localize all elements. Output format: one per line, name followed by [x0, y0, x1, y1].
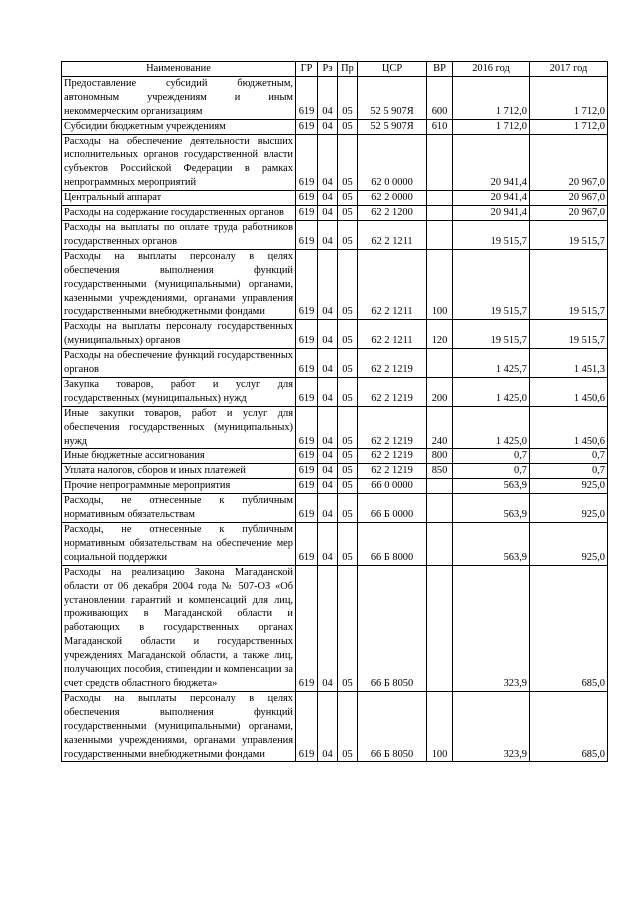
- row-csr-cell: 62 2 1211: [358, 320, 427, 349]
- row-gr-cell: 619: [296, 206, 318, 221]
- row-rz-cell: 04: [318, 464, 338, 479]
- row-2017-cell: 0,7: [530, 464, 608, 479]
- row-pr-cell: 05: [338, 523, 358, 566]
- table-row: [62, 349, 608, 378]
- row-vr-cell: 100: [427, 691, 453, 762]
- row-gr-cell: 619: [296, 349, 318, 378]
- row-vr-cell: 610: [427, 119, 453, 134]
- row-pr-cell: 05: [338, 377, 358, 406]
- table-row: [62, 320, 608, 349]
- row-2016-cell: 1 425,0: [453, 377, 530, 406]
- row-name-cell: Расходы, не отнесенные к публичным нормативным обязательствам: [62, 494, 296, 523]
- row-2016-cell: 0,7: [453, 464, 530, 479]
- table-row: [62, 191, 608, 206]
- table-row: [62, 479, 608, 494]
- row-2016-cell: 19 515,7: [453, 249, 530, 320]
- row-csr-cell: 52 5 907Я: [358, 76, 427, 119]
- row-2016-cell: 20 941,4: [453, 206, 530, 221]
- row-name-cell: Расходы на обеспечение функций государственных органов: [62, 349, 296, 378]
- row-rz-cell: 04: [318, 349, 338, 378]
- row-name-cell: Расходы на выплаты персоналу государственных (муниципальных) органов: [62, 320, 296, 349]
- row-2017-cell: 1 451,3: [530, 349, 608, 378]
- row-vr-cell: 800: [427, 449, 453, 464]
- row-2016-cell: 0,7: [453, 449, 530, 464]
- table-row: [62, 377, 608, 406]
- row-2016-cell: 1 425,0: [453, 406, 530, 449]
- row-2016-cell: 20 941,4: [453, 191, 530, 206]
- row-2016-cell: 1 425,7: [453, 349, 530, 378]
- row-pr-cell: 05: [338, 406, 358, 449]
- table-row: [62, 691, 608, 762]
- row-csr-cell: 66 Б 8050: [358, 691, 427, 762]
- row-pr-cell: 05: [338, 565, 358, 691]
- row-2016-cell: 1 712,0: [453, 119, 530, 134]
- row-pr-cell: 05: [338, 479, 358, 494]
- row-2017-cell: 685,0: [530, 565, 608, 691]
- row-2016-cell: 563,9: [453, 523, 530, 566]
- row-rz-cell: 04: [318, 320, 338, 349]
- row-gr-cell: 619: [296, 565, 318, 691]
- row-vr-cell: 850: [427, 464, 453, 479]
- row-gr-cell: 619: [296, 134, 318, 191]
- row-name-cell: Центральный аппарат: [62, 191, 296, 206]
- row-gr-cell: 619: [296, 479, 318, 494]
- budget-table: [61, 61, 608, 762]
- row-pr-cell: 05: [338, 119, 358, 134]
- row-rz-cell: 04: [318, 565, 338, 691]
- row-rz-cell: 04: [318, 377, 338, 406]
- row-vr-cell: [427, 206, 453, 221]
- row-2017-cell: 20 967,0: [530, 206, 608, 221]
- row-gr-cell: 619: [296, 691, 318, 762]
- row-name-cell: Субсидии бюджетным учреждениям: [62, 119, 296, 134]
- row-csr-cell: 62 2 1219: [358, 449, 427, 464]
- row-name-cell: Расходы на содержание государственных органов: [62, 206, 296, 221]
- row-rz-cell: 04: [318, 494, 338, 523]
- row-2016-cell: 19 515,7: [453, 320, 530, 349]
- row-2016-cell: 563,9: [453, 494, 530, 523]
- row-2017-cell: 685,0: [530, 691, 608, 762]
- row-vr-cell: 100: [427, 249, 453, 320]
- row-rz-cell: 04: [318, 479, 338, 494]
- row-vr-cell: [427, 134, 453, 191]
- column-header-pr: Пр: [338, 62, 358, 77]
- table-row: [62, 464, 608, 479]
- column-header-rz: Рз: [318, 62, 338, 77]
- row-2016-cell: 323,9: [453, 691, 530, 762]
- row-pr-cell: 05: [338, 691, 358, 762]
- row-name-cell: Расходы на выплаты по оплате труда работников государственных органов: [62, 220, 296, 249]
- row-pr-cell: 05: [338, 249, 358, 320]
- table-row: [62, 494, 608, 523]
- row-2017-cell: 19 515,7: [530, 320, 608, 349]
- row-2017-cell: 19 515,7: [530, 220, 608, 249]
- row-vr-cell: [427, 220, 453, 249]
- table-row: [62, 565, 608, 691]
- row-2017-cell: 925,0: [530, 494, 608, 523]
- row-rz-cell: 04: [318, 191, 338, 206]
- table-row: [62, 220, 608, 249]
- table-row: [62, 449, 608, 464]
- row-name-cell: Уплата налогов, сборов и иных платежей: [62, 464, 296, 479]
- row-2017-cell: 20 967,0: [530, 191, 608, 206]
- row-2016-cell: 20 941,4: [453, 134, 530, 191]
- row-vr-cell: [427, 565, 453, 691]
- row-gr-cell: 619: [296, 76, 318, 119]
- row-name-cell: Предоставление субсидий бюджетным, автономным учреждениям и иным некоммерческим организациям: [62, 76, 296, 119]
- row-2017-cell: 20 967,0: [530, 134, 608, 191]
- row-vr-cell: [427, 523, 453, 566]
- row-vr-cell: 120: [427, 320, 453, 349]
- table-header-row: [62, 62, 608, 77]
- table-row: [62, 134, 608, 191]
- row-pr-cell: 05: [338, 206, 358, 221]
- row-name-cell: Расходы на реализацию Закона Магаданской области от 06 декабря 2004 года № 507-ОЗ «Об установлении гарантий и компенсаций для лиц, проживающих в Магаданской области и работающих в государственных органах Магаданской области и государственных учреждениях Магаданской области, а также лиц, получающих пособия, стипендии и компенсации за счет средств областного бюджета»: [62, 565, 296, 691]
- table-row: [62, 406, 608, 449]
- row-rz-cell: 04: [318, 449, 338, 464]
- row-csr-cell: 62 2 1211: [358, 249, 427, 320]
- row-name-cell: Закупка товаров, работ и услуг для государственных (муниципальных) нужд: [62, 377, 296, 406]
- row-csr-cell: 66 Б 0000: [358, 494, 427, 523]
- column-header-2016: 2016 год: [453, 62, 530, 77]
- table-row: [62, 119, 608, 134]
- row-rz-cell: 04: [318, 119, 338, 134]
- row-vr-cell: 240: [427, 406, 453, 449]
- column-header-name: Наименование: [62, 62, 296, 77]
- row-rz-cell: 04: [318, 134, 338, 191]
- row-2016-cell: 323,9: [453, 565, 530, 691]
- row-csr-cell: 66 0 0000: [358, 479, 427, 494]
- row-name-cell: Прочие непрограммные мероприятия: [62, 479, 296, 494]
- row-csr-cell: 62 2 1219: [358, 406, 427, 449]
- row-csr-cell: 62 0 0000: [358, 134, 427, 191]
- row-2017-cell: 1 450,6: [530, 377, 608, 406]
- row-csr-cell: 66 Б 8050: [358, 565, 427, 691]
- row-2016-cell: 19 515,7: [453, 220, 530, 249]
- row-vr-cell: [427, 494, 453, 523]
- row-csr-cell: 62 2 1211: [358, 220, 427, 249]
- row-2017-cell: 925,0: [530, 479, 608, 494]
- row-name-cell: Иные бюджетные ассигнования: [62, 449, 296, 464]
- row-2017-cell: 1 450,6: [530, 406, 608, 449]
- row-rz-cell: 04: [318, 523, 338, 566]
- column-header-gr: ГР: [296, 62, 318, 77]
- row-name-cell: Расходы на выплаты персоналу в целях обеспечения выполнения функций государственными (муниципальными) органами, казенными учреждениями, органами управления государственными внебюджетными фондами: [62, 691, 296, 762]
- column-header-csr: ЦСР: [358, 62, 427, 77]
- row-gr-cell: 619: [296, 464, 318, 479]
- row-csr-cell: 62 2 1219: [358, 377, 427, 406]
- row-rz-cell: 04: [318, 220, 338, 249]
- row-vr-cell: [427, 191, 453, 206]
- row-rz-cell: 04: [318, 249, 338, 320]
- row-csr-cell: 52 5 907Я: [358, 119, 427, 134]
- row-pr-cell: 05: [338, 349, 358, 378]
- row-2017-cell: 1 712,0: [530, 119, 608, 134]
- row-name-cell: Расходы на выплаты персоналу в целях обеспечения выполнения функций государственными (муниципальными) органами, казенными учреждениями, органами управления государственными внебюджетными фондами: [62, 249, 296, 320]
- row-pr-cell: 05: [338, 464, 358, 479]
- row-csr-cell: 62 2 0000: [358, 191, 427, 206]
- table-row: [62, 249, 608, 320]
- row-2017-cell: 19 515,7: [530, 249, 608, 320]
- row-vr-cell: 200: [427, 377, 453, 406]
- row-csr-cell: 62 2 1219: [358, 464, 427, 479]
- table-row: [62, 523, 608, 566]
- column-header-vr: ВР: [427, 62, 453, 77]
- row-rz-cell: 04: [318, 691, 338, 762]
- row-gr-cell: 619: [296, 191, 318, 206]
- row-pr-cell: 05: [338, 220, 358, 249]
- row-pr-cell: 05: [338, 134, 358, 191]
- table-body: [62, 76, 608, 762]
- row-rz-cell: 04: [318, 76, 338, 119]
- row-gr-cell: 619: [296, 406, 318, 449]
- row-gr-cell: 619: [296, 320, 318, 349]
- row-name-cell: Расходы на обеспечение деятельности высших исполнительных органов государственной власти субъектов Российской Федерации в рамках непрограммных мероприятий: [62, 134, 296, 191]
- row-csr-cell: 62 2 1200: [358, 206, 427, 221]
- column-header-2017: 2017 год: [530, 62, 608, 77]
- row-pr-cell: 05: [338, 449, 358, 464]
- row-gr-cell: 619: [296, 494, 318, 523]
- row-gr-cell: 619: [296, 249, 318, 320]
- row-2017-cell: 0,7: [530, 449, 608, 464]
- row-gr-cell: 619: [296, 220, 318, 249]
- row-name-cell: Расходы, не отнесенные к публичным нормативным обязательствам на обеспечение мер социальной поддержки: [62, 523, 296, 566]
- row-pr-cell: 05: [338, 320, 358, 349]
- row-vr-cell: 600: [427, 76, 453, 119]
- row-gr-cell: 619: [296, 377, 318, 406]
- row-2017-cell: 1 712,0: [530, 76, 608, 119]
- row-pr-cell: 05: [338, 191, 358, 206]
- table-row: [62, 76, 608, 119]
- row-2016-cell: 1 712,0: [453, 76, 530, 119]
- row-gr-cell: 619: [296, 449, 318, 464]
- row-csr-cell: 62 2 1219: [358, 349, 427, 378]
- row-2017-cell: 925,0: [530, 523, 608, 566]
- row-pr-cell: 05: [338, 76, 358, 119]
- row-gr-cell: 619: [296, 119, 318, 134]
- row-pr-cell: 05: [338, 494, 358, 523]
- row-2016-cell: 563,9: [453, 479, 530, 494]
- row-vr-cell: [427, 479, 453, 494]
- row-rz-cell: 04: [318, 206, 338, 221]
- row-gr-cell: 619: [296, 523, 318, 566]
- row-name-cell: Иные закупки товаров, работ и услуг для обеспечения государственных (муниципальных) нужд: [62, 406, 296, 449]
- row-csr-cell: 66 Б 8000: [358, 523, 427, 566]
- row-vr-cell: [427, 349, 453, 378]
- table-row: [62, 206, 608, 221]
- row-rz-cell: 04: [318, 406, 338, 449]
